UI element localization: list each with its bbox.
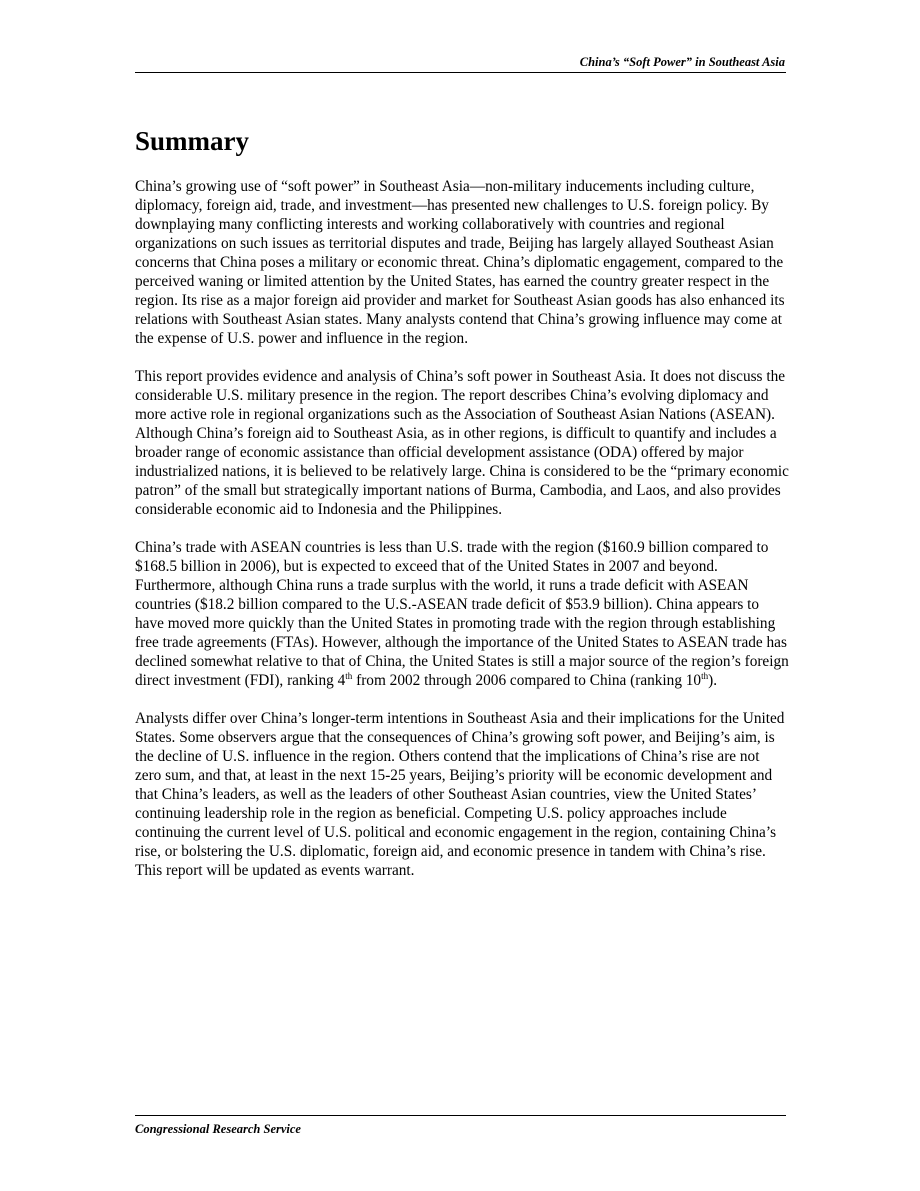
page-title: Summary: [135, 126, 249, 156]
running-header-title: China’s “Soft Power” in Southeast Asia: [579, 55, 785, 69]
summary-body: [135, 177, 789, 899]
summary-paragraph-2: This report provides evidence and analysis of China’s soft power in Southeast Asia. It does not discuss the considerable U.S. military presence in the region. The report describes China’s evolving diplomacy and more active role in regional organizations such as the Association of Southeast Asian Nations (ASEAN). Although China’s foreign aid to Southeast Asia, as in other regions, is difficult to quantify and includes a broader range of economic assistance than official development assistance (ODA) offered by major industrialized nations, it is believed to be relatively large. China is considered to be the “primary economic patron” of the small but strategically important nations of Burma, Cambodia, and Laos, and also provides considerable economic aid to Indonesia and the Philippines.: [135, 368, 789, 518]
ordinal-suffix-10th: th: [701, 670, 709, 681]
paragraph-3-text-c: ).: [708, 672, 718, 689]
paragraph-3-text-a: China’s trade with ASEAN countries is less than U.S. trade with the region ($160.9 billion compared to $168.5 billion in 2006), but is expected to exceed that of the United States in 2007 and beyond. Furthermore, although China runs a trade surplus with the world, it runs a trade deficit with ASEAN countries ($18.2 billion compared to the U.S.-ASEAN trade deficit of $53.9 billion). China appears to have moved more quickly than the United States in promoting trade with the region through establishing free trade agreements (FTAs). However, although the importance of the United States to ASEAN trade has declined somewhat relative to that of China, the United States is still a major source of the region’s foreign direct investment (FDI), ranking 4: [135, 539, 789, 689]
paragraph-3-text-b: from 2002 through 2006 compared to China (ranking 10: [352, 672, 702, 689]
running-header: [135, 56, 786, 73]
summary-paragraph-3: [135, 538, 789, 690]
summary-paragraph-1: China’s growing use of “soft power” in Southeast Asia—non-military inducements including culture, diplomacy, foreign aid, trade, and investment—has presented new challenges to U.S. foreign policy. By downplaying many conflicting interests and working collaboratively with countries and regional organizations on such issues as territorial disputes and trade, Beijing has largely allayed Southeast Asian concerns that China poses a military or economic threat. China’s diplomatic engagement, compared to the perceived waning or limited attention by the United States, has earned the country greater respect in the region. Its rise as a major foreign aid provider and market for Southeast Asian goods has also enhanced its relations with Southeast Asian states. Many analysts contend that China’s growing influence may come at the expense of U.S. power and influence in the region.: [135, 178, 785, 347]
footer-organization: Congressional Research Service: [135, 1122, 301, 1136]
ordinal-suffix-4th: th: [345, 670, 353, 681]
running-footer: [135, 1115, 786, 1136]
summary-paragraph-4: Analysts differ over China’s longer-term intentions in Southeast Asia and their implications for the United States. Some observers argue that the consequences of China’s growing soft power, and Beijing’s aim, is the decline of U.S. influence in the region. Others contend that the implications of China’s rise are not zero sum, and that, at least in the next 15-25 years, Beijing’s priority will be economic development and that China’s leaders, as well as the leaders of other Southeast Asian countries, view the United States’ continuing leadership role in the region as beneficial. Competing U.S. policy approaches include continuing the current level of U.S. political and economic engagement in the region, containing China’s rise, or bolstering the U.S. diplomatic, foreign aid, and economic presence in tandem with China’s rise. This report will be updated as events warrant.: [135, 710, 785, 879]
